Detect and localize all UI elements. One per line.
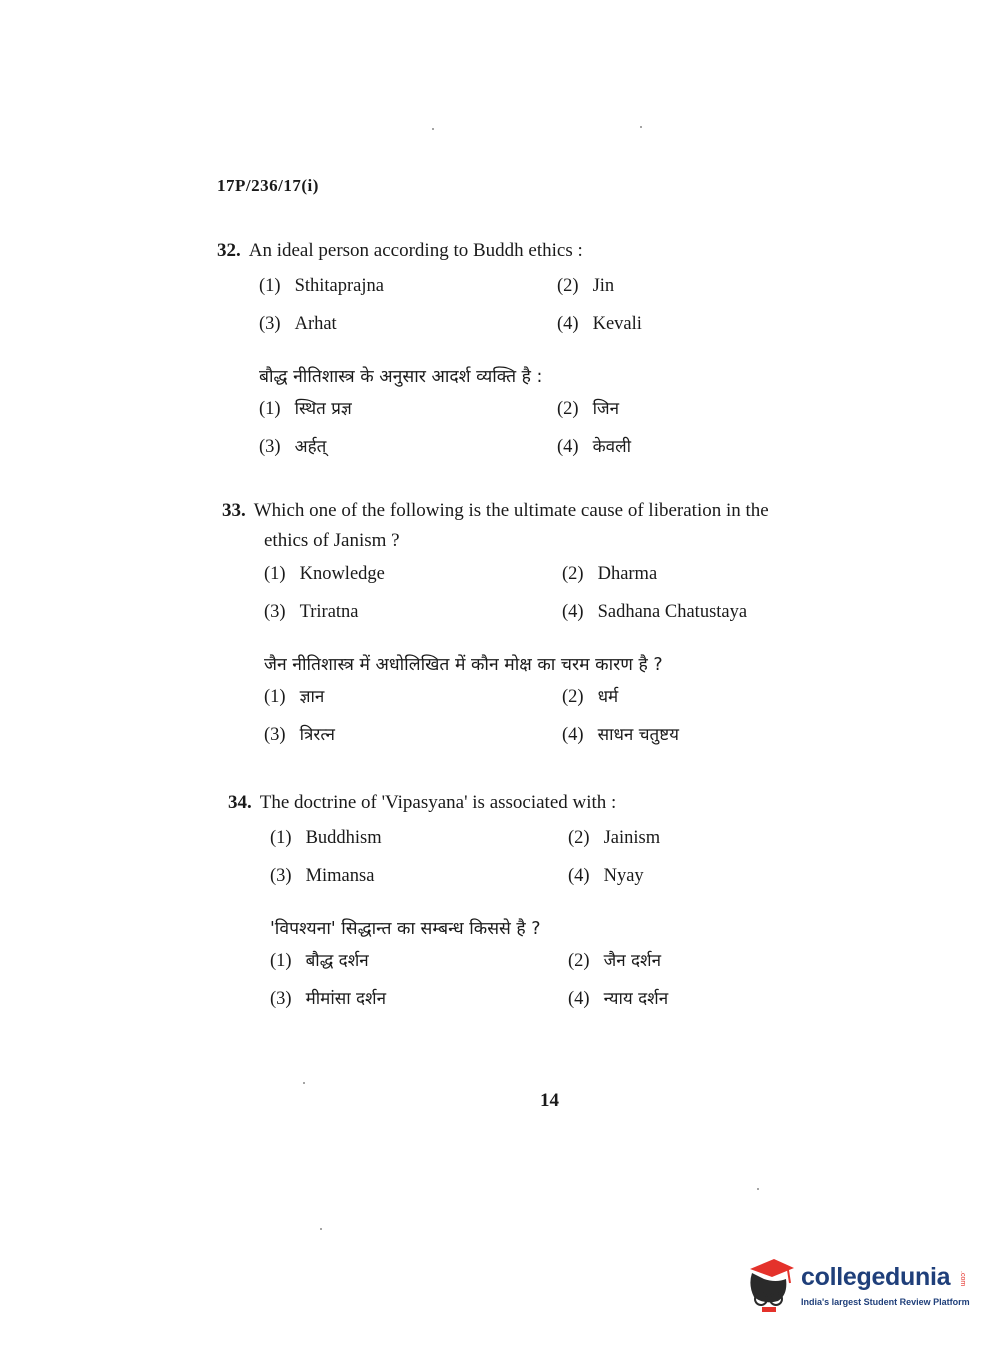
option-4-hindi — [562, 722, 679, 746]
option-text: धर्म — [597, 687, 619, 707]
option-1-hindi — [259, 396, 352, 420]
option-1 — [259, 276, 384, 297]
option-2-hindi — [562, 684, 618, 708]
option-number: (1) — [264, 564, 286, 584]
options-hindi — [259, 396, 632, 472]
option-text: Sthitaprajna — [294, 276, 384, 296]
option-number: (3) — [264, 602, 286, 622]
brand-name: collegedunia — [801, 1263, 951, 1291]
scan-speck — [640, 126, 642, 128]
question-number: 33. — [222, 500, 246, 521]
option-1-hindi — [270, 948, 369, 972]
question-stem — [217, 236, 583, 266]
option-2 — [568, 828, 660, 849]
option-number: (1) — [259, 399, 281, 419]
question-stem-text: The doctrine of 'Vipasyana' is associated with : — [259, 792, 617, 813]
options-english — [270, 828, 661, 904]
scan-speck — [303, 1082, 305, 1084]
option-text: बौद्ध दर्शन — [305, 951, 369, 971]
option-text: Kevali — [592, 314, 642, 334]
option-number: (4) — [557, 437, 579, 457]
option-number: (4) — [562, 602, 584, 622]
options-english — [264, 564, 769, 640]
options-english — [259, 276, 642, 352]
option-number: (1) — [270, 951, 292, 971]
option-2-hindi — [568, 948, 661, 972]
option-number: (2) — [557, 276, 579, 296]
option-number: (4) — [568, 989, 590, 1009]
option-3-hindi — [264, 722, 335, 746]
option-number: (1) — [259, 276, 281, 296]
paper-code: 17P/236/17(i) — [217, 176, 319, 195]
question-number: 32. — [217, 240, 241, 261]
option-number: (2) — [562, 687, 584, 707]
option-text: Mimansa — [305, 866, 375, 886]
option-4-hindi — [557, 434, 631, 458]
option-2-hindi — [557, 396, 619, 420]
option-number: (4) — [562, 725, 584, 745]
option-3-hindi — [259, 434, 326, 458]
student-mascot-icon — [744, 1255, 796, 1313]
question-stem-hindi: 'विपश्यना' सिद्धान्त का सम्बन्ध किससे है ? — [270, 919, 541, 939]
page-number: 14 — [540, 1090, 559, 1111]
option-number: (2) — [562, 564, 584, 584]
option-1-hindi — [264, 684, 324, 708]
question-stem-hindi: जैन नीतिशास्त्र में अधोलिखित में कौन मोक्ष का चरम कारण है ? — [264, 655, 663, 675]
option-text: Buddhism — [305, 828, 382, 848]
question-stem — [228, 788, 616, 818]
scan-speck — [432, 128, 434, 130]
option-text: अर्हत् — [294, 437, 327, 457]
option-text: न्याय दर्शन — [603, 989, 669, 1009]
option-text: Triratna — [299, 602, 359, 622]
scan-speck — [320, 1228, 322, 1230]
option-text: त्रिरत्न — [299, 725, 335, 745]
option-4 — [557, 314, 642, 335]
options-hindi — [270, 948, 669, 1024]
option-text: Nyay — [603, 866, 644, 886]
option-1 — [270, 828, 382, 849]
option-4 — [562, 602, 747, 623]
question-32 — [217, 236, 642, 472]
brand-dotcom: .com — [959, 1271, 966, 1287]
option-text: Arhat — [294, 314, 337, 334]
question-33 — [222, 496, 769, 760]
option-text: साधन चतुष्टय — [597, 725, 680, 745]
option-text: Knowledge — [299, 564, 385, 584]
option-1 — [264, 564, 385, 585]
option-text: Sadhana Chatustaya — [597, 602, 748, 622]
brand-tagline: India's largest Student Review Platform — [801, 1297, 970, 1307]
question-34 — [228, 788, 669, 1024]
question-stem-continued: ethics of Janism ? — [264, 530, 400, 551]
option-text: स्थित प्रज्ञ — [294, 399, 352, 419]
option-4-hindi — [568, 986, 668, 1010]
option-number: (2) — [557, 399, 579, 419]
option-text: Dharma — [597, 564, 658, 584]
option-number: (1) — [270, 828, 292, 848]
option-number: (3) — [259, 437, 281, 457]
options-hindi — [264, 684, 769, 760]
option-text: जिन — [592, 399, 620, 419]
question-number: 34. — [228, 792, 252, 813]
question-stem-text: An ideal person according to Buddh ethics : — [248, 240, 583, 261]
option-text: Jainism — [603, 828, 661, 848]
option-number: (2) — [568, 951, 590, 971]
option-text: Jin — [592, 276, 615, 296]
option-number: (2) — [568, 828, 590, 848]
option-text: ज्ञान — [299, 687, 325, 707]
option-text: मीमांसा दर्शन — [305, 989, 387, 1009]
question-stem-text: Which one of the following is the ultimate cause of liberation in the — [253, 500, 769, 521]
option-number: (3) — [270, 989, 292, 1009]
option-number: (3) — [270, 866, 292, 886]
option-3 — [270, 866, 374, 887]
option-3 — [264, 602, 359, 623]
option-text: जैन दर्शन — [603, 951, 662, 971]
option-number: (3) — [264, 725, 286, 745]
option-text: केवली — [592, 437, 632, 457]
option-4 — [568, 866, 644, 887]
option-number: (1) — [264, 687, 286, 707]
option-number: (4) — [568, 866, 590, 886]
option-number: (4) — [557, 314, 579, 334]
scan-speck — [757, 1188, 759, 1190]
option-2 — [557, 276, 614, 297]
question-stem — [222, 496, 769, 526]
question-stem-hindi: बौद्ध नीतिशास्त्र के अनुसार आदर्श व्यक्ति है : — [259, 367, 543, 387]
option-2 — [562, 564, 657, 585]
option-number: (3) — [259, 314, 281, 334]
option-3-hindi — [270, 986, 386, 1010]
collegedunia-logo — [744, 1255, 969, 1317]
option-3 — [259, 314, 337, 335]
